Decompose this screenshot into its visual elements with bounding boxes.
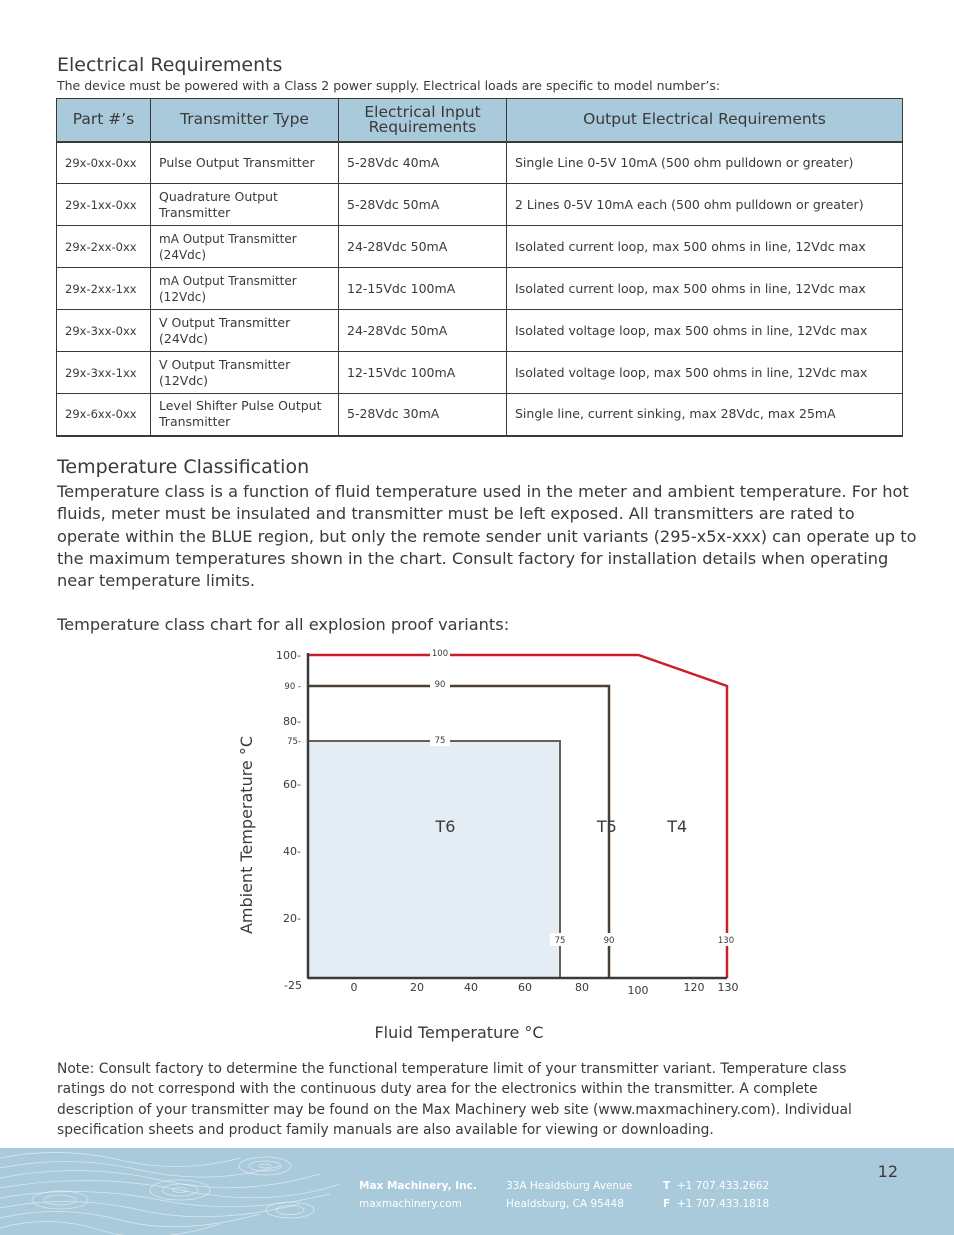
y-axis-title: Ambient Temperature °C [237, 735, 256, 935]
transmitter-type-line2: Transmitter [159, 204, 231, 220]
header-electrical-input-line1: Electrical Input [364, 102, 481, 121]
y-tick-label: 40- [283, 845, 301, 858]
header-part: Part #’s [57, 99, 151, 142]
chart-intro: Temperature class chart for all explosion proof variants: [57, 615, 510, 634]
top-label-t6: 75 [434, 736, 446, 746]
wave-pattern-decoration [0, 1148, 340, 1235]
transmitter-type-line2: Transmitter [159, 414, 231, 430]
transmitter-type-line1: mA Output Transmitter [159, 273, 297, 288]
cell-output-electrical: Single Line 0-5V 10mA (500 ohm pulldown or greater) [507, 142, 903, 184]
cell-part: 29x-0xx-0xx [57, 142, 151, 184]
x-axis-title: Fluid Temperature °C [374, 1023, 544, 1042]
x-tick-label: 40 [464, 981, 478, 994]
side-label-t5: 90 [603, 936, 615, 946]
header-electrical-input-line2: Requirements [368, 117, 477, 136]
y-tick-label: 80- [283, 715, 301, 728]
y-tick-label: 60- [283, 778, 301, 791]
transmitter-type-line2: (24Vdc) [159, 247, 207, 262]
x-tick-label: 0 [350, 981, 358, 994]
phone-number: +1 707.433.2662 [676, 1180, 770, 1192]
header-transmitter-type: Transmitter Type [151, 99, 339, 142]
transmitter-type-line1: mA Output Transmitter [159, 231, 297, 246]
region-label-t6: T6 [435, 817, 456, 836]
region-label-t5: T5 [596, 817, 617, 836]
cell-part: 29x-6xx-0xx [57, 394, 151, 436]
cell-part: 29x-3xx-0xx [57, 310, 151, 352]
phone-label: T [663, 1180, 671, 1192]
page-number: 12 [877, 1162, 898, 1181]
cell-part: 29x-1xx-0xx [57, 184, 151, 226]
y-minor-tick-label: 75- [287, 737, 301, 747]
x-tick-label: 20 [410, 981, 424, 994]
cell-part: 29x-2xx-0xx [57, 226, 151, 268]
transmitter-type-line1: V Output Transmitter [159, 356, 291, 372]
x-tick-label: 120 [683, 981, 705, 994]
cell-output-electrical: Isolated voltage loop, max 500 ohms in line, 12Vdc max [507, 352, 903, 394]
temperature-paragraph: Temperature class is a function of fluid temperature used in the meter and ambient temperature. For hot fluids, meter must be insulated and transmitter must be left exposed. All transmitters are rated to operate within the BLUE region, but only the remote sender unit variants (295-x5x-xxx) can operate up to the maximum temperatures shown in the chart. Consult factory for installation details when operating near temperature limits. [57, 482, 917, 591]
transmitter-type-line1: V Output Transmitter [159, 314, 291, 330]
cell-output-electrical: Isolated voltage loop, max 500 ohms in line, 12Vdc max [507, 310, 903, 352]
note-text: Note: Consult factory to determine the functional temperature limit of your transmitter variant. Temperature class ratings do not correspond with the continuous duty area for the electronics within the transmitter. A complete description of your transmitter may be found on the Max Machinery web site (www.maxmachinery.com). Individual specification sheets and product family manuals are also available for viewing or downloading. [57, 1061, 852, 1138]
fax-label: F [663, 1198, 671, 1210]
footer-company-block [359, 1177, 477, 1213]
transmitter-type-line1: Pulse Output Transmitter [159, 154, 315, 170]
x-tick-label: 100 [627, 984, 649, 997]
region-t6-blue [308, 741, 560, 978]
cell-part: 29x-2xx-1xx [57, 268, 151, 310]
footer [0, 1148, 954, 1235]
origin-label: -25 [284, 979, 302, 992]
cell-output-electrical: Single line, current sinking, max 28Vdc, max 25mA [507, 394, 903, 436]
top-label-t4: 100 [431, 649, 449, 659]
cell-part: 29x-3xx-1xx [57, 352, 151, 394]
cell-electrical-input: 12-15Vdc 100mA [339, 352, 507, 394]
transmitter-type-line2: (24Vdc) [159, 330, 209, 346]
cell-electrical-input: 5-28Vdc 40mA [339, 142, 507, 184]
cell-electrical-input: 5-28Vdc 30mA [339, 394, 507, 436]
x-tick-label: 80 [575, 981, 589, 994]
address-line1: 33A Healdsburg Avenue [506, 1180, 633, 1192]
transmitter-type-line2: (12Vdc) [159, 289, 207, 304]
footer-address-block [506, 1177, 632, 1213]
y-tick-label: 20- [283, 912, 301, 925]
x-tick-label: 60 [518, 981, 532, 994]
footer-contact-block [663, 1177, 769, 1213]
electrical-requirements-subtitle: The device must be powered with a Class 2 power supply. Electrical loads are specific to model number’s: [57, 78, 721, 93]
cell-output-electrical: Isolated current loop, max 500 ohms in line, 12Vdc max [507, 226, 903, 268]
top-label-t5: 90 [434, 680, 446, 690]
company-website[interactable]: maxmachinery.com [359, 1198, 462, 1210]
cell-electrical-input: 24-28Vdc 50mA [339, 310, 507, 352]
cell-electrical-input: 24-28Vdc 50mA [339, 226, 507, 268]
electrical-requirements-title: Electrical Requirements [57, 54, 283, 76]
x-tick-label: 130 [717, 981, 739, 994]
cell-output-electrical: Isolated current loop, max 500 ohms in line, 12Vdc max [507, 268, 903, 310]
temperature-classification-title: Temperature Classification [57, 456, 310, 478]
company-name: Max Machinery, Inc. [359, 1180, 477, 1192]
y-tick-label: 100- [276, 649, 301, 662]
cell-output-electrical: 2 Lines 0-5V 10mA each (500 ohm pulldown or greater) [507, 184, 903, 226]
transmitter-type-line1: Quadrature Output [159, 188, 278, 204]
region-label-t4: T4 [667, 817, 688, 836]
fax-number: +1 707.433.1818 [676, 1198, 770, 1210]
cell-electrical-input: 5-28Vdc 50mA [339, 184, 507, 226]
header-output-electrical: Output Electrical Requirements [507, 99, 903, 142]
y-minor-tick-label: 90 - [284, 682, 301, 692]
transmitter-type-line1: Level Shifter Pulse Output [159, 398, 322, 414]
side-label-t4: 130 [717, 936, 735, 946]
side-label-t6: 75 [554, 936, 566, 946]
transmitter-type-line2: (12Vdc) [159, 372, 209, 388]
cell-electrical-input: 12-15Vdc 100mA [339, 268, 507, 310]
address-line2: Healdsburg, CA 95448 [506, 1198, 624, 1210]
